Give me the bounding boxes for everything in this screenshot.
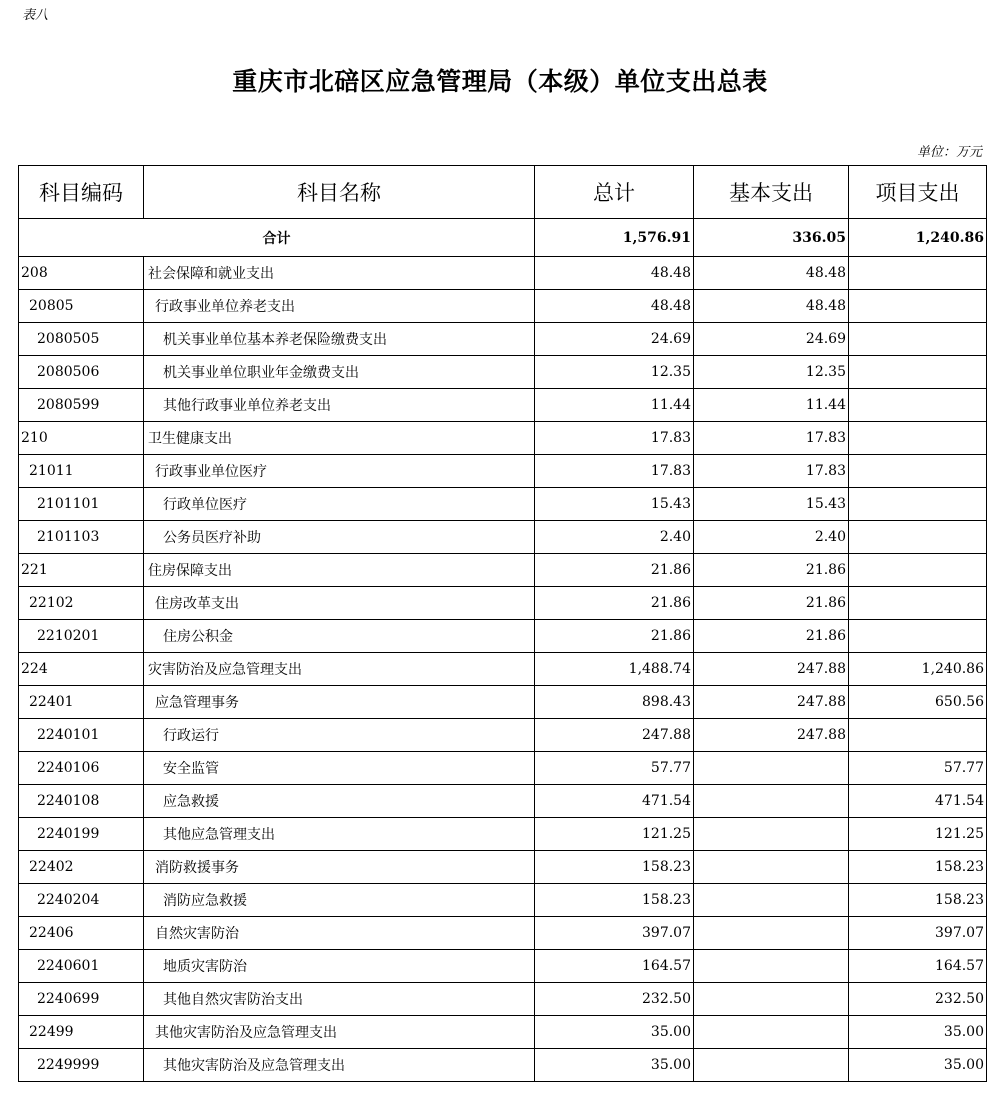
row-name: 安全监管: [144, 752, 535, 785]
row-name: 自然灾害防治: [144, 917, 535, 950]
row-code: 2240101: [19, 719, 144, 752]
row-total: 898.43: [535, 686, 694, 719]
row-total: 164.57: [535, 950, 694, 983]
row-basic: 247.88: [694, 686, 849, 719]
row-total: 158.23: [535, 884, 694, 917]
row-basic: [694, 950, 849, 983]
row-basic: [694, 1049, 849, 1082]
row-name: 住房改革支出: [144, 587, 535, 620]
row-code: 2240699: [19, 983, 144, 1016]
row-project: 650.56: [849, 686, 987, 719]
row-name: 其他灾害防治及应急管理支出: [144, 1049, 535, 1082]
row-code: 2240199: [19, 818, 144, 851]
row-code: 22499: [19, 1016, 144, 1049]
row-code: 2080599: [19, 389, 144, 422]
row-total: 48.48: [535, 290, 694, 323]
row-name: 住房保障支出: [144, 554, 535, 587]
row-name: 机关事业单位职业年金缴费支出: [144, 356, 535, 389]
row-total: 12.35: [535, 356, 694, 389]
table-row: [19, 587, 987, 620]
table-row: [19, 983, 987, 1016]
row-project: [849, 455, 987, 488]
table-row: [19, 950, 987, 983]
row-project: 471.54: [849, 785, 987, 818]
table-row: [19, 290, 987, 323]
row-basic: [694, 884, 849, 917]
row-code: 22102: [19, 587, 144, 620]
row-code: 2249999: [19, 1049, 144, 1082]
row-name: 地质灾害防治: [144, 950, 535, 983]
row-code: 21011: [19, 455, 144, 488]
row-total: 397.07: [535, 917, 694, 950]
row-name: 其他应急管理支出: [144, 818, 535, 851]
row-basic: 247.88: [694, 653, 849, 686]
row-code: 2240108: [19, 785, 144, 818]
unit-note: 单位：万元: [916, 145, 982, 160]
row-total: 17.83: [535, 422, 694, 455]
page-title: 重庆市北碚区应急管理局（本级）单位支出总表: [232, 67, 768, 96]
row-project: 158.23: [849, 884, 987, 917]
row-name: 消防应急救援: [144, 884, 535, 917]
table-row: [19, 818, 987, 851]
row-project: 57.77: [849, 752, 987, 785]
table-row: [19, 686, 987, 719]
row-name: 行政事业单位医疗: [144, 455, 535, 488]
row-name: 行政事业单位养老支出: [144, 290, 535, 323]
table-row: [19, 356, 987, 389]
table-label: 表八: [22, 8, 49, 23]
table-row: [19, 653, 987, 686]
table-row: [19, 1049, 987, 1082]
header-name: 科目名称: [144, 166, 535, 219]
table-row: [19, 620, 987, 653]
total-label: 合计: [19, 219, 535, 257]
row-code: 2080506: [19, 356, 144, 389]
row-basic: 2.40: [694, 521, 849, 554]
row-project: [849, 290, 987, 323]
row-project: 164.57: [849, 950, 987, 983]
row-total: 158.23: [535, 851, 694, 884]
row-total: 247.88: [535, 719, 694, 752]
row-total: 21.86: [535, 620, 694, 653]
row-code: 22406: [19, 917, 144, 950]
header-code: 科目编码: [19, 166, 144, 219]
row-total: 35.00: [535, 1016, 694, 1049]
row-basic: 247.88: [694, 719, 849, 752]
row-project: [849, 422, 987, 455]
row-basic: [694, 851, 849, 884]
row-project: 35.00: [849, 1049, 987, 1082]
table-row: [19, 917, 987, 950]
row-project: 158.23: [849, 851, 987, 884]
row-code: 2240106: [19, 752, 144, 785]
row-basic: 15.43: [694, 488, 849, 521]
row-project: 397.07: [849, 917, 987, 950]
row-name: 其他灾害防治及应急管理支出: [144, 1016, 535, 1049]
table-row: [19, 455, 987, 488]
total-row: [19, 219, 987, 257]
row-project: [849, 323, 987, 356]
row-name: 机关事业单位基本养老保险缴费支出: [144, 323, 535, 356]
row-total: 1,488.74: [535, 653, 694, 686]
table-row: [19, 554, 987, 587]
row-code: 2210201: [19, 620, 144, 653]
row-basic: [694, 983, 849, 1016]
row-basic: [694, 752, 849, 785]
table-row: [19, 785, 987, 818]
row-basic: 24.69: [694, 323, 849, 356]
table-row: [19, 488, 987, 521]
table-row: [19, 323, 987, 356]
row-code: 224: [19, 653, 144, 686]
row-total: 57.77: [535, 752, 694, 785]
row-code: 210: [19, 422, 144, 455]
row-name: 社会保障和就业支出: [144, 257, 535, 290]
row-project: 1,240.86: [849, 653, 987, 686]
row-code: 2101103: [19, 521, 144, 554]
row-code: 2080505: [19, 323, 144, 356]
row-code: 22402: [19, 851, 144, 884]
row-code: 221: [19, 554, 144, 587]
row-project: [849, 356, 987, 389]
row-total: 2.40: [535, 521, 694, 554]
row-total: 35.00: [535, 1049, 694, 1082]
row-basic: [694, 917, 849, 950]
row-project: [849, 389, 987, 422]
header-basic: 基本支出: [694, 166, 849, 219]
row-total: 121.25: [535, 818, 694, 851]
expenditure-table: [18, 165, 987, 1082]
row-basic: 21.86: [694, 587, 849, 620]
table-row: [19, 521, 987, 554]
row-code: 2101101: [19, 488, 144, 521]
row-total: 21.86: [535, 587, 694, 620]
total-project: 1,240.86: [849, 219, 987, 257]
row-project: 35.00: [849, 1016, 987, 1049]
row-code: 20805: [19, 290, 144, 323]
row-name: 住房公积金: [144, 620, 535, 653]
header-total: 总计: [535, 166, 694, 219]
row-basic: 17.83: [694, 422, 849, 455]
row-project: 232.50: [849, 983, 987, 1016]
row-total: 232.50: [535, 983, 694, 1016]
row-name: 应急救援: [144, 785, 535, 818]
table-row: [19, 719, 987, 752]
row-code: 22401: [19, 686, 144, 719]
table-row: [19, 752, 987, 785]
row-name: 其他行政事业单位养老支出: [144, 389, 535, 422]
table-row: [19, 851, 987, 884]
row-project: [849, 587, 987, 620]
table-row: [19, 1016, 987, 1049]
row-name: 行政运行: [144, 719, 535, 752]
row-project: [849, 521, 987, 554]
row-basic: 12.35: [694, 356, 849, 389]
row-code: 2240601: [19, 950, 144, 983]
table-row: [19, 422, 987, 455]
row-total: 11.44: [535, 389, 694, 422]
row-total: 21.86: [535, 554, 694, 587]
table-row: [19, 884, 987, 917]
row-code: 2240204: [19, 884, 144, 917]
row-name: 行政单位医疗: [144, 488, 535, 521]
row-name: 其他自然灾害防治支出: [144, 983, 535, 1016]
row-name: 消防救援事务: [144, 851, 535, 884]
row-total: 17.83: [535, 455, 694, 488]
row-project: 121.25: [849, 818, 987, 851]
row-total: 15.43: [535, 488, 694, 521]
header-project: 项目支出: [849, 166, 987, 219]
row-total: 471.54: [535, 785, 694, 818]
row-code: 208: [19, 257, 144, 290]
header-row: [19, 166, 987, 219]
row-total: 48.48: [535, 257, 694, 290]
row-basic: 11.44: [694, 389, 849, 422]
row-basic: 21.86: [694, 554, 849, 587]
row-basic: [694, 785, 849, 818]
row-name: 应急管理事务: [144, 686, 535, 719]
row-project: [849, 257, 987, 290]
row-basic: [694, 818, 849, 851]
row-basic: 21.86: [694, 620, 849, 653]
row-project: [849, 620, 987, 653]
row-project: [849, 488, 987, 521]
table-row: [19, 257, 987, 290]
row-name: 公务员医疗补助: [144, 521, 535, 554]
row-basic: 48.48: [694, 290, 849, 323]
row-project: [849, 554, 987, 587]
row-basic: 17.83: [694, 455, 849, 488]
row-project: [849, 719, 987, 752]
row-basic: 48.48: [694, 257, 849, 290]
row-name: 灾害防治及应急管理支出: [144, 653, 535, 686]
row-name: 卫生健康支出: [144, 422, 535, 455]
row-total: 24.69: [535, 323, 694, 356]
total-total: 1,576.91: [535, 219, 694, 257]
total-basic: 336.05: [694, 219, 849, 257]
row-basic: [694, 1016, 849, 1049]
table-row: [19, 389, 987, 422]
